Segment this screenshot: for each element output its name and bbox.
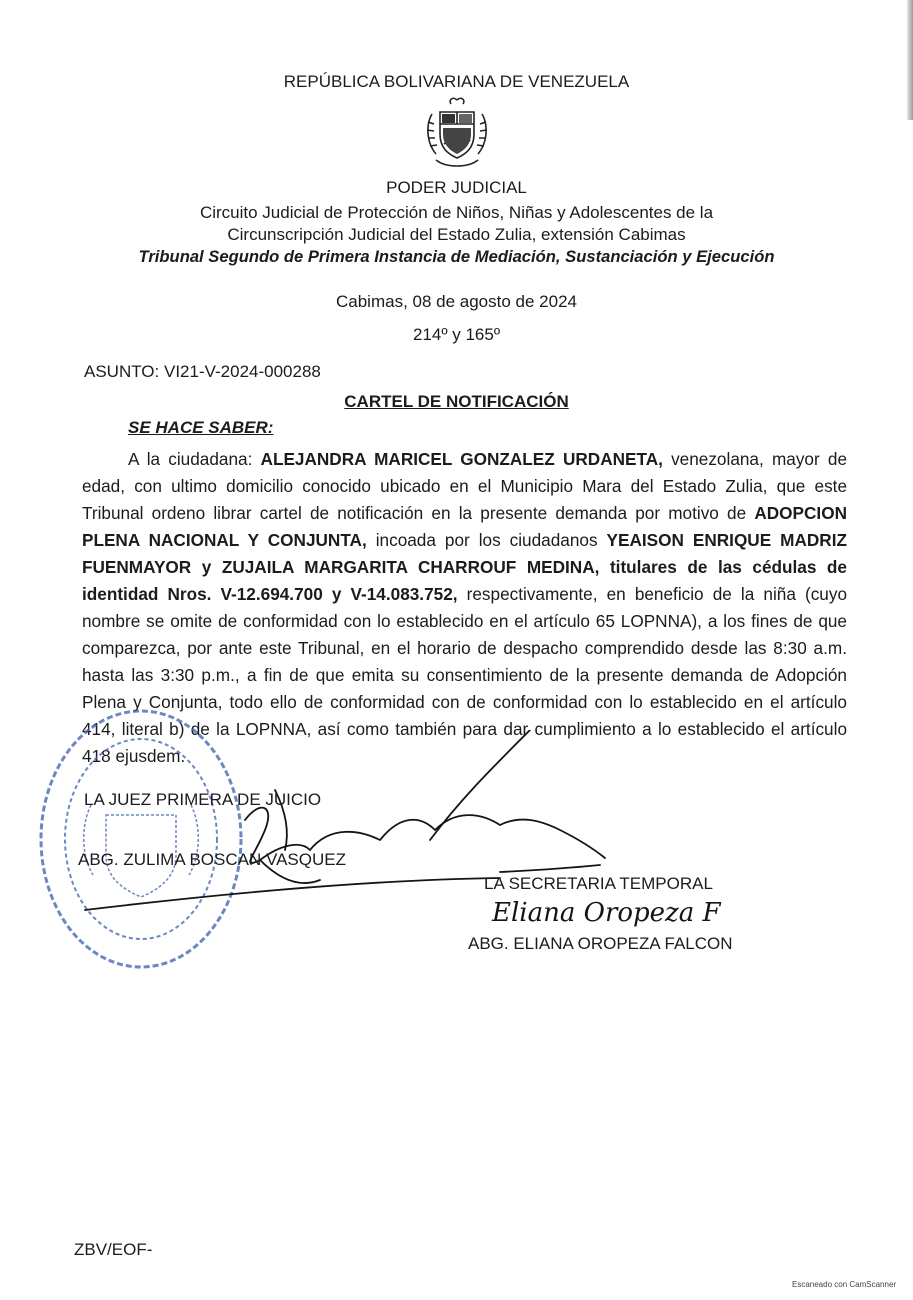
circuit-line-1: Circuito Judicial de Protección de Niños, Niñas y Adolescentes de la bbox=[199, 203, 714, 222]
petitioners: YEAISON ENRIQUE MADRIZ FUENMAYOR y ZUJAILA MARGARITA CHARROUF MEDINA, titulares de las cédulas de identidad Nros. V-12.694.700 y V-14.083.752, bbox=[82, 530, 847, 604]
document-title: CARTEL DE NOTIFICACIÓN bbox=[344, 392, 569, 411]
case-number: ASUNTO: VI21-V-2024-000288 bbox=[84, 362, 321, 381]
body-text-3: incoada por los ciudadanos bbox=[366, 530, 607, 550]
place-date: Cabimas, 08 de agosto de 2024 bbox=[335, 292, 577, 311]
scanner-watermark: Escaneado con CamScanner bbox=[792, 1280, 897, 1289]
circuit-line-2: Circunscripción Judicial del Estado Zulia, extensión Cabimas bbox=[227, 225, 686, 244]
judge-name: ABG. ZULIMA BOSCAN VASQUEZ bbox=[78, 850, 346, 869]
secretary-title: LA SECRETARIA TEMPORAL bbox=[484, 874, 713, 893]
tribunal-heading: Tribunal Segundo de Primera Instancia de Mediación, Sustanciación y Ejecución bbox=[138, 247, 775, 266]
republic-heading: REPÚBLICA BOLIVARIANA DE VENEZUELA bbox=[283, 72, 630, 91]
judicial-power-heading: PODER JUDICIAL bbox=[386, 178, 527, 197]
body-text-4: respectivamente, en beneficio de la niña (cuyo nombre se omite de conformidad con lo establecido en el artículo 65 LOPNNA), a los fines de que comparezca, por ante este Tribunal, en el horario de despacho comprendido desde las 8:30 a.m. hasta las 3:30 p.m., a fin de que emita su consentimiento de la presente demanda de Adopción Plena y Conjunta, todo ello de conformidad con de conformidad con lo establecido en el artículo 414, literal b) de la LOPNNA, así como también para dar cumplimiento a lo establecido el artículo 418 ejusdem. bbox=[82, 584, 847, 766]
se-hace-saber: SE HACE SABER: bbox=[128, 418, 274, 437]
body-intro: A la ciudadana: bbox=[128, 449, 261, 469]
case-type: ADOPCION PLENA NACIONAL Y CONJUNTA, bbox=[82, 503, 847, 550]
judge-title: LA JUEZ PRIMERA DE JUICIO bbox=[84, 790, 322, 809]
coat-of-arms-icon bbox=[418, 94, 496, 174]
initials: ZBV/EOF- bbox=[74, 1240, 153, 1259]
addressee-name: ALEJANDRA MARICEL GONZALEZ URDANETA, bbox=[260, 449, 663, 469]
secretary-handwritten-signature: Eliana Oropeza F bbox=[492, 898, 721, 928]
page-edge-shadow bbox=[907, 0, 913, 120]
secretary-name: ABG. ELIANA OROPEZA FALCON bbox=[468, 934, 733, 953]
body-text-2: venezolana, mayor de edad, con ultimo domicilio conocido ubicado en el Municipio Mara del Estado Zulia, que este Tribunal ordeno librar cartel de notificación en la presente demanda por motivo de bbox=[82, 449, 847, 523]
years-line: 214º y 165º bbox=[412, 325, 501, 344]
